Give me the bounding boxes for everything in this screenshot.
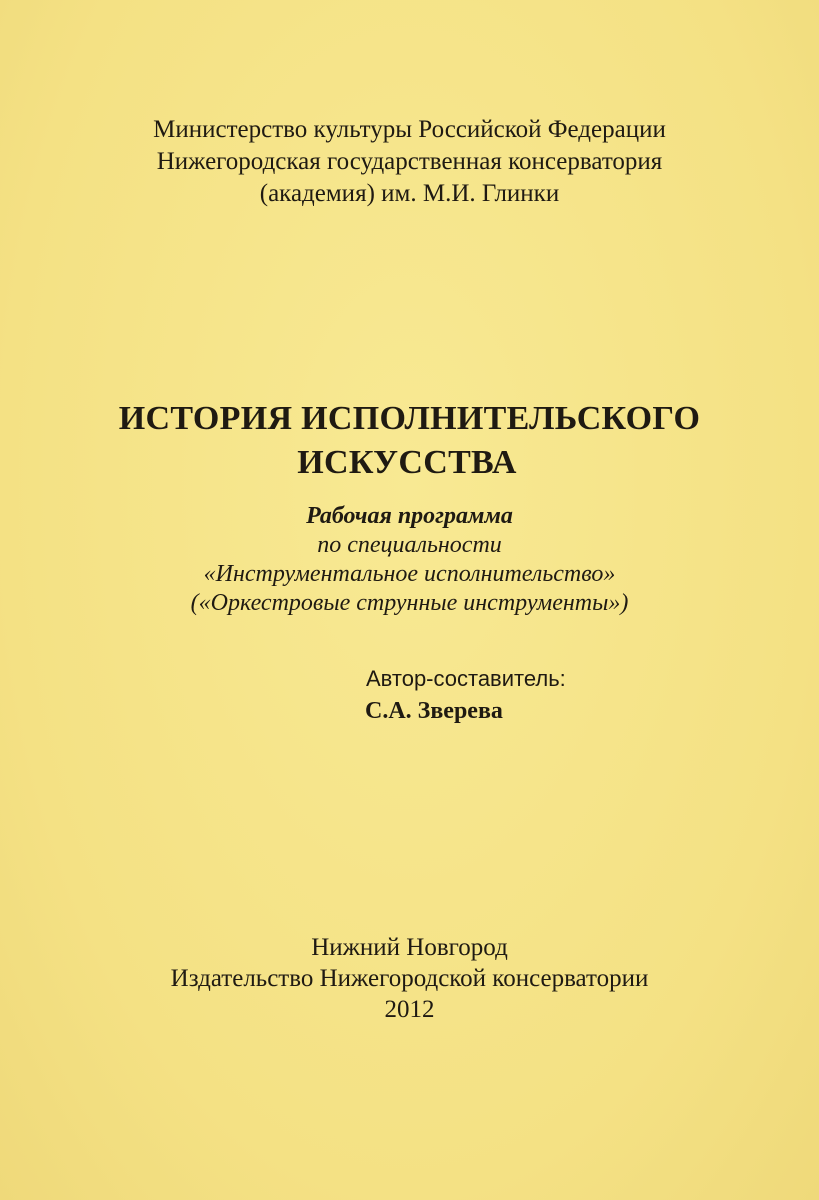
subtitle-block <box>0 502 819 618</box>
ministry-name: Министерство культуры Российской Федерации <box>153 116 666 143</box>
author-name: С.А. Зверева <box>365 698 503 724</box>
specialty-label: по специальности <box>317 532 502 558</box>
author-label: Автор-составитель: <box>366 666 566 691</box>
title-line-2: ИСКУССТВА <box>297 444 517 481</box>
specialty-profile: («Оркестровые струнные инструменты») <box>190 590 629 616</box>
author-block <box>365 663 566 727</box>
publisher-name: Издательство Нижегородской консерватории <box>170 965 649 992</box>
book-title <box>0 397 819 485</box>
publication-year: 2012 <box>384 996 435 1023</box>
conservatory-name: Нижегородская государственная консерватория <box>156 148 663 175</box>
title-line-1: ИСТОРИЯ ИСПОЛНИТЕЛЬСКОГО <box>118 400 701 437</box>
conservatory-academy: (академия) им. М.И. Глинки <box>259 180 560 207</box>
program-type: Рабочая программа <box>306 503 513 529</box>
institution-block <box>0 114 819 210</box>
specialty-name: «Инструментальное исполнительство» <box>203 561 616 587</box>
publisher-city: Нижний Новгород <box>311 934 508 961</box>
publisher-block <box>0 932 819 1025</box>
